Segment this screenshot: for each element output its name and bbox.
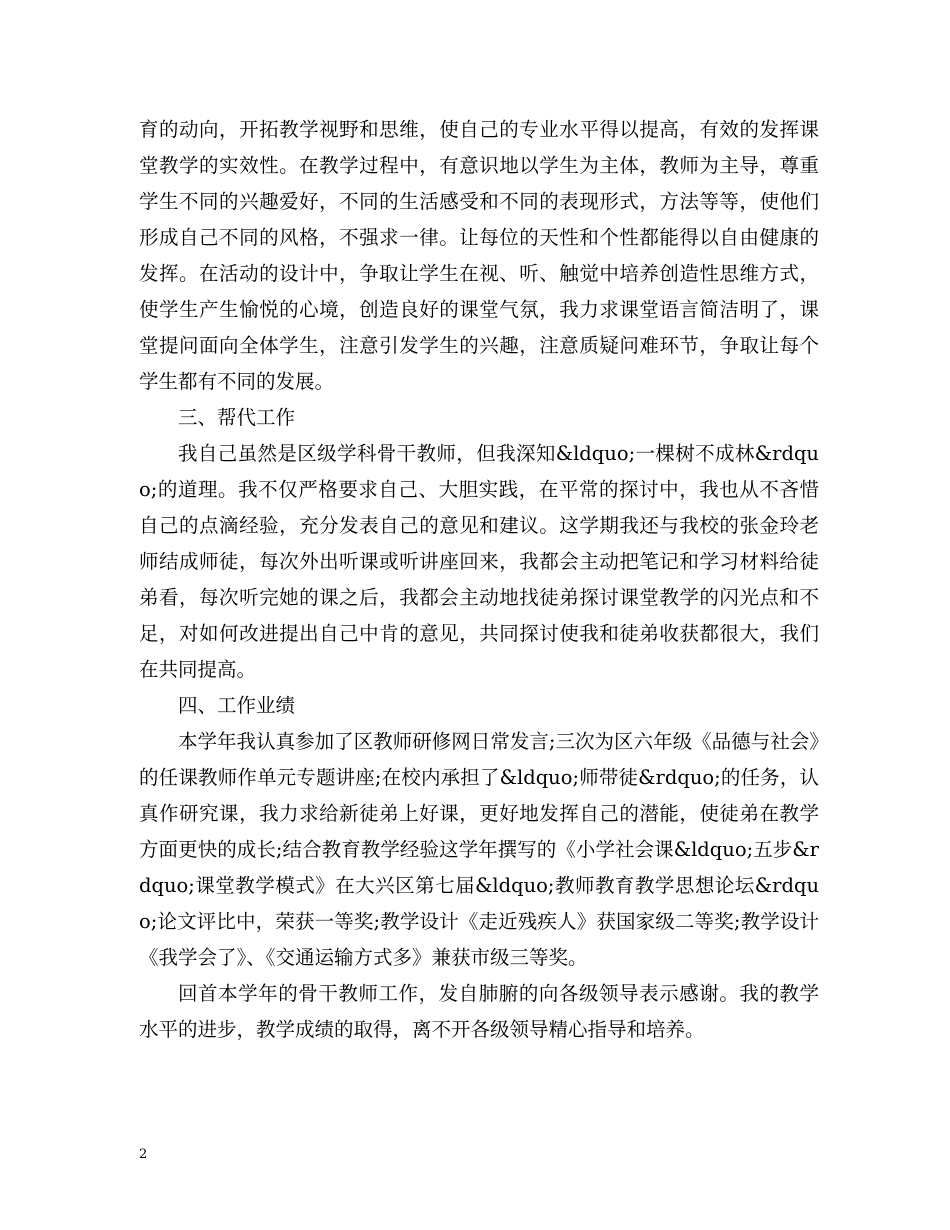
section-heading-achievements: 四、工作业绩 (178, 694, 296, 717)
paragraph-achievements: 本学年我认真参加了区教师研修网日常发言;三次为区六年级《品德与社会》的任课教师作单元专题讲座;在校内承担了&ldquo;师带徒&rdquo;的任务，认真作研究课，我力求给新徒弟上好课，更好地发挥自己的潜能，使徒弟在教学方面更快的成长;结合教育教学经验这学年撰写的《小学社会课&ldquo;五步&rdquo;课堂教学模式》在大兴区第七届&ldquo;教师教育教学思想论坛&rdquo;论文评比中，荣获一等奖;教学设计《走近残疾人》获国家级二等奖;教学设计《我学会了》、《交通运输方式多》兼获市级三等奖。 (139, 730, 819, 969)
document-body (139, 112, 819, 1048)
paragraph-teaching-method: 育的动向，开拓教学视野和思维，使自己的专业水平得以提高，有效的发挥课堂教学的实效性。在教学过程中，有意识地以学生为主体，教师为主导，尊重学生不同的兴趣爱好，不同的生活感受和不同的表现形式，方法等等，使他们形成自己不同的风格，不强求一律。让每位的天性和个性都能得以自由健康的发挥。在活动的设计中，争取让学生在视、听、触觉中培养创造性思维方式，使学生产生愉悦的心境，创造良好的课堂气氛，我力求课堂语言简洁明了，课堂提问面向全体学生，注意引发学生的兴趣，注意质疑问难环节，争取让每个学生都有不同的发展。 (139, 118, 819, 393)
section-heading-mentoring: 三、帮代工作 (178, 406, 296, 429)
page-number: 2 (139, 1147, 148, 1162)
paragraph-mentoring: 我自己虽然是区级学科骨干教师，但我深知&ldquo;一棵树不成林&rdquo;的道理。我不仅严格要求自己、大胆实践，在平常的探讨中，我也从不吝惜自己的点滴经验，充分发表自己的意见和建议。这学期我还与我校的张金玲老师结成师徒，每次外出听课或听讲座回来，我都会主动把笔记和学习材料给徒弟看，每次听完她的课之后，我都会主动地找徒弟探讨课堂教学的闪光点和不足，对如何改进提出自己中肯的意见，共同探讨使我和徒弟收获都很大，我们在共同提高。 (139, 442, 819, 681)
paragraph-closing: 回首本学年的骨干教师工作，发自肺腑的向各级领导表示感谢。我的教学水平的进步，教学成绩的取得，离不开各级领导精心指导和培养。 (139, 982, 819, 1041)
